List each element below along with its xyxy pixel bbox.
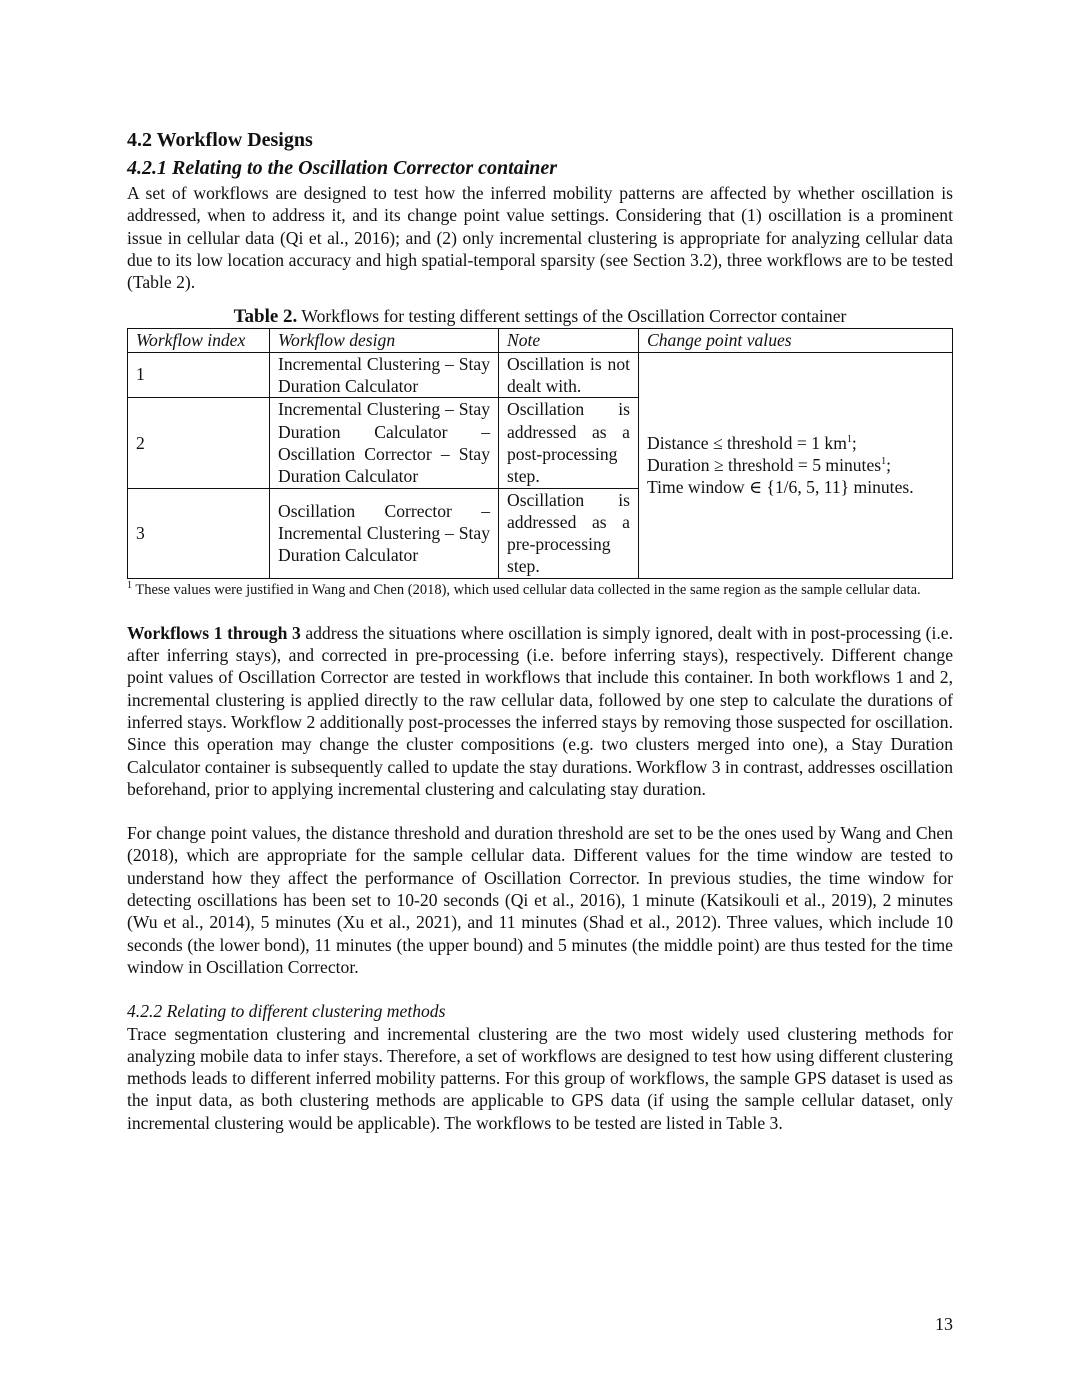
table-caption [127, 305, 953, 328]
row-note: Oscillation is not dealt with. [499, 352, 639, 398]
header-workflow-design: Workflow design [270, 329, 499, 352]
paragraph-change-points: For change point values, the distance threshold and duration threshold are set to be the ones used by Wang and Chen (2018), which are appropriate for the sample cellular data. Different values for the time window are tested to understand how they affect the performance of Oscillation Corrector. In previous studies, the time window for detecting oscillations has been set to 10-20 seconds (Qi et al., 2016), 1 minute (Katsikouli et al., 2019), 2 minutes (Wu et al., 2014), 5 minutes (Xu et al., 2021), and 11 minutes (Shad et al., 2012). Three values, which include 10 seconds (the lower bond), 11 minutes (the upper bound) and 5 minutes (the middle point) are thus tested for the time window in Oscillation Corrector. [127, 823, 953, 977]
paragraph-workflows [127, 622, 953, 800]
subsection-heading-clustering: 4.2.2 Relating to different clustering methods [127, 1001, 446, 1022]
row-design: Oscillation Corrector – Incremental Clustering – Stay Duration Calculator [270, 488, 499, 578]
page-number: 13 [935, 1314, 953, 1334]
row-note: Oscillation is addressed as a post-processing step. [499, 398, 639, 488]
table-caption-label: Table 2. [233, 306, 298, 328]
subsection-heading-oscillation: 4.2.1 Relating to the Oscillation Corrector container [127, 157, 558, 179]
table-caption-text: Workflows for testing different settings of the Oscillation Corrector container [297, 306, 847, 327]
header-change-point-values: Change point values [639, 329, 953, 352]
change-point-values-cell [639, 352, 953, 578]
page-content [127, 126, 953, 1134]
header-workflow-index: Workflow index [128, 329, 270, 352]
change-point-distance: Distance ≤ threshold = 1 $km^1$; [647, 432, 857, 453]
table-row [128, 352, 953, 398]
row-index: 2 [128, 398, 270, 488]
paragraph-clustering: Trace segmentation clustering and incremental clustering are the two most widely used clustering methods for analyzing mobile data to infer stays. Therefore, a set of workflows are designed to test how using different clustering methods leads to different inferred mobility patterns. For this group of workflows, the sample GPS dataset is used as the input data, as both clustering methods are applicable to GPS data (if using the sample cellular dataset, only incremental clustering would be applicable). The workflows to be tested are listed in Table 3. [127, 1023, 953, 1133]
paragraph-intro: A set of workflows are designed to test how the inferred mobility patterns are affected by whether oscillation is addressed, when to address it, and its change point value settings. Considering that (1) oscillation is a prominent issue in cellular data (Qi et al., 2016); and (2) only incremental clustering is appropriate for analyzing cellular data due to its low location accuracy and high spatial-temporal sparsity (see Section 3.2), three workflows are to be tested (Table 2). [127, 183, 953, 293]
row-note: Oscillation is addressed as a pre-processing step. [499, 488, 639, 578]
workflow-table [127, 328, 953, 578]
paragraph-workflows-text: address the situations where oscillation is simply ignored, dealt with in post-processing (i.e. after inferring stays), and corrected in pre-processing (i.e. before inferring stays), respectively. Different change point values of Oscillation Corrector are tested in workflows that include this container. In both workflows 1 and 2, incremental clustering is applied directly to the raw cellular data, followed by one step to calculate the durations of inferred stays. Workflow 2 additionally post-processes the inferred stays by removing those suspected for oscillation. Since this operation may change the cluster compositions (e.g. two clusters merged into one), a Stay Duration Calculator container is subsequently called to update the stay durations. Workflow 3 in contrast, addresses oscillation beforehand, prior to applying incremental clustering and calculating stay duration. [127, 622, 953, 799]
row-design: Incremental Clustering – Stay Duration Calculator – Oscillation Corrector – Stay Duration Calculator [270, 398, 499, 488]
table-footnote: $^1$ These values were justified in Wang and Chen (2018), which used cellular data collected in the same region as the sample cellular data. [127, 579, 921, 598]
change-point-time-window: Time window ∈ {1/6, 5, 11} minutes. [647, 477, 914, 498]
change-point-duration: Duration ≥ threshold = 5 minutes$^1$; [647, 455, 891, 476]
paragraph-workflows-bold: Workflows 1 through 3 [127, 622, 301, 643]
row-index: 3 [128, 488, 270, 578]
row-design: Incremental Clustering – Stay Duration Calculator [270, 352, 499, 398]
table-header-row [128, 329, 953, 352]
row-index: 1 [128, 352, 270, 398]
header-note: Note [499, 329, 639, 352]
section-heading: 4.2 Workflow Designs [127, 129, 313, 151]
